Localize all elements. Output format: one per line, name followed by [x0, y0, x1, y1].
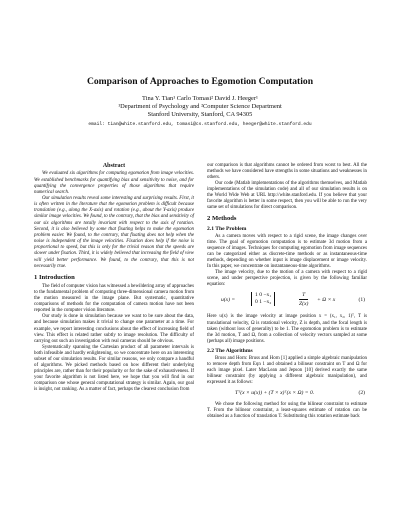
paragraph: As a camera moves with respect to a rigid scene, the image changes over time. The goal of egomotion computation is to estimate 3d motion from a sequence of images. Techniques for computing egomotion from image sequences can be categorized either as discrete-time methods or as instantaneous-time methods, depending on whether input is image displacement or image velocity. In this paper, we concentrate on instantaneous-time algorithms. [207, 234, 367, 270]
introduction-body [34, 284, 194, 393]
matrix-row: 0 1 −x₂ [255, 299, 272, 306]
paragraph: Systematically spanning the Cartesian product of all parameter intervals is both infeasible and hardly enlightening, so we concentrate here on an interesting subset of our simulation results. For similar reasons, we only compare a handful of algorithms. We picked methods based on how different their underlying principles are, rather than for their popularity or for the sake of exhaustiveness. If your favorite algorithm is not listed here, we hope that you will find in our comparison one whose general computational strategy is similar. Again, our goal is insight, not ranking. As a matter of fact, perhaps the clearest conclusion from [34, 344, 194, 392]
equation-number: (2) [358, 390, 365, 397]
author-emails: email: tian@white.stanford.edu, tomasi@cs.stanford.edu, heeger@white.stanford.edu [88, 121, 312, 127]
abstract-paragraph: We evaluated six algorithms for computing egomotion from image velocities. We established benchmarks for quantifying bias and sensitivity to noise, and for quantifying the convergence properties of those algorithms that require numerical search. [34, 171, 194, 195]
problem-body [207, 234, 367, 288]
left-column [34, 163, 194, 393]
subsection-heading-problem: 2.1 The Problem [207, 225, 247, 232]
author-block [0, 95, 400, 129]
equation-number: (1) [358, 297, 365, 304]
abstract-paragraph: Our simulation results reveal some interesting and surprising results. First, it is often written in the literature that the egomotion problem is difficult because translation (e.g., along the X-axis) and rotation (e.g., about the Y-axis) produce similar image velocities. We found, to the contrary, that the bias and sensitivity of our six algorithms are totally invariant with respect to the axis of rotation. Second, it is also believed by some that fixating helps to make the egomotion problem easier. We found, to the contrary, that fixating does not help when the noise is independent of the image velocities. Fixation does help if the noise is proportional to speed, but this is only for the trivial reason that the speeds are slower under fixation. Third, it is widely believed that increasing the field of view will yield better performance. We found, to the contrary, that this is not necessarily true. [34, 195, 194, 269]
equation-1 [207, 290, 367, 312]
equation-rest: + Ω × x [317, 297, 336, 304]
paragraph: The image velocity, due to the motion of a camera with respect to a rigid scene, and under perspective projection, is given by the following familiar equation: [207, 270, 367, 288]
equation-fraction [299, 291, 308, 308]
equation-2 [207, 388, 367, 400]
subsection-heading-algorithms: 2.2 The Algorithms [207, 347, 253, 354]
paragraph: Our code (Matlab implementations of the algorithms themselves, and Matlab implementations of the simulation code) and all of our simulation results is on the World Wide Web at URL http://white.stanford.edu. If you believe that your favorite algorithm is better in some respect, then you will be able to run the very same set of simulations for direct comparison. [207, 181, 367, 211]
paragraph: The field of computer vision has witnessed a bewildering array of approaches to the fundamental problem of computing three-dimensional camera motion from the motion measured in the image plane. But systematic, quantitative comparisons of methods for the computation of camera motion have not been reported in the computer vision literature. [34, 284, 194, 314]
author-names: Tina Y. Tian¹ Carlo Tomasi² David J. Heeger¹ [142, 95, 258, 102]
paper-title: Comparison of Approaches to Egomotion Computation [86, 76, 314, 87]
abstract-heading: Abstract [102, 163, 126, 169]
right-body [207, 163, 367, 211]
section-heading-methods: 2 Methods [207, 215, 237, 223]
section-heading-introduction: 1 Introduction [34, 273, 75, 281]
fraction-denominator: Z(x) [299, 301, 309, 308]
equation-lhs: u(x) = [221, 297, 236, 304]
algorithms-body-2 [207, 402, 367, 420]
affiliation-departments: ¹Department of Psychology and ²Computer Science Department [118, 103, 282, 111]
problem-body-2 [207, 314, 367, 344]
fraction-numerator: T [299, 291, 308, 300]
paragraph: We chose the following method for using the bilinear constraint to estimate T. From the bilinear constraint, a least-squares estimate of rotation can be obtained as a function of translation T. Substituting this rotation estimate back [207, 402, 367, 420]
matrix-row: 1 0 −x₁ [255, 292, 272, 299]
equation-expression: Tᵀ(x × u(x)) + (T × x)ᵀ(x × Ω) = 0. [235, 390, 315, 397]
paragraph: Bruss and Horn: Bruss and Horn [1] applied a simple algebraic manipulation to remove depth from Eqn 1 and obtained a bilinear constraint on T and Ω for each image pixel. Later MacLean and Jepson [10] derived exactly the same bilinear constraint (by applying a different algebraic manipulation), and expressed it as follows: [207, 356, 367, 386]
abstract [34, 171, 194, 270]
affiliation-university: Stanford University, Stanford, CA 94305 [147, 111, 253, 119]
equation-matrix [251, 292, 275, 306]
paragraph: Here u(x) is the image velocity at image position x = (x₁, x₂, 1)ᵀ, T is translational velocity, Ω is rotational velocity, Z is depth, and the focal length is taken (without loss of generality) to be 1. The egomotion problem is to estimate the 3d motion, T and Ω, from a collection of velocity vectors sampled at some (perhaps all) image positions. [207, 314, 367, 344]
paragraph: Our study is done in simulation because we want to be sure about the data, and because simulation makes it trivial to change one parameter at a time. For example, we report interesting conclusions about the effect of increasing field of view. This effect is related rather subtly to image resolution. The difficulty of carrying out such an investigation with real cameras should be obvious. [34, 314, 194, 344]
paragraph: our comparison is that algorithms cannot be ordered from worst to best. All the methods we have considered have strengths in some situations and weaknesses in others. [207, 163, 367, 181]
algorithms-body [207, 356, 367, 386]
right-column [207, 163, 367, 420]
